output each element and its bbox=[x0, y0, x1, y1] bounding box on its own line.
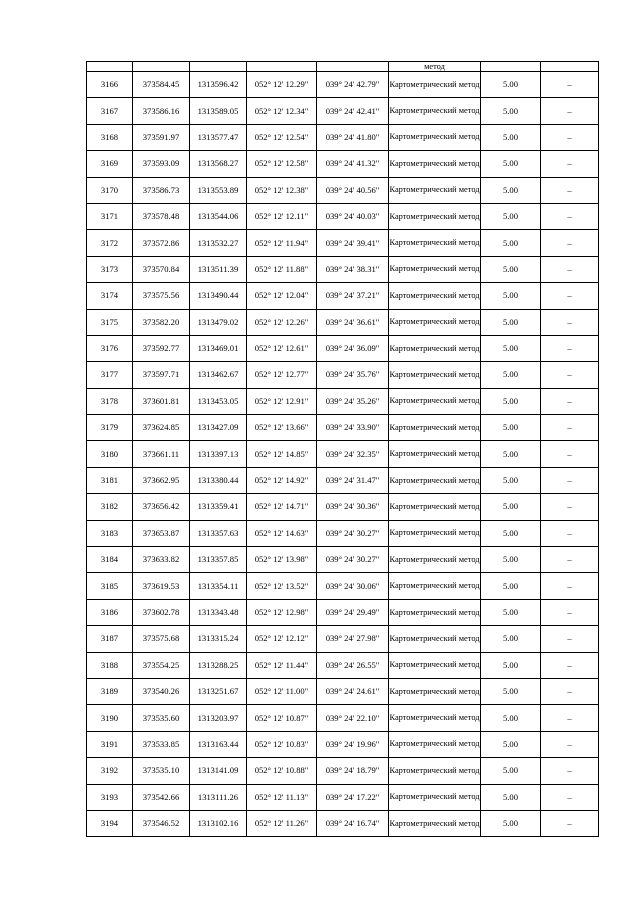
table-row bbox=[87, 335, 599, 361]
description-cell: – bbox=[541, 573, 599, 599]
table-row bbox=[87, 441, 599, 467]
accuracy-cell: 5.00 bbox=[481, 230, 541, 256]
table-row bbox=[87, 731, 599, 757]
x-coordinate-cell: 373586.16 bbox=[133, 98, 190, 124]
table-row bbox=[87, 230, 599, 256]
accuracy-cell: 5.00 bbox=[481, 309, 541, 335]
method-cell: Картометрический метод bbox=[389, 705, 481, 731]
y-coordinate-cell bbox=[190, 62, 247, 72]
table-row bbox=[87, 626, 599, 652]
x-coordinate-cell: 373582.20 bbox=[133, 309, 190, 335]
x-coordinate-cell: 373578.48 bbox=[133, 203, 190, 229]
longitude-cell: 039° 24' 30.27" bbox=[317, 520, 389, 546]
method-cell: Картометрический метод bbox=[389, 124, 481, 150]
method-cell: Картометрический метод bbox=[389, 547, 481, 573]
accuracy-cell: 5.00 bbox=[481, 810, 541, 836]
table-row-partial bbox=[87, 62, 599, 72]
longitude-cell: 039° 24' 33.90" bbox=[317, 415, 389, 441]
longitude-cell: 039° 24' 29.49" bbox=[317, 599, 389, 625]
longitude-cell: 039° 24' 24.61" bbox=[317, 678, 389, 704]
point-number-cell: 3176 bbox=[87, 335, 133, 361]
x-coordinate-cell: 373593.09 bbox=[133, 151, 190, 177]
latitude-cell: 052° 12' 14.63" bbox=[247, 520, 317, 546]
point-number-cell: 3185 bbox=[87, 573, 133, 599]
table-row bbox=[87, 151, 599, 177]
accuracy-cell bbox=[481, 62, 541, 72]
point-number-cell: 3184 bbox=[87, 547, 133, 573]
x-coordinate-cell: 373591.97 bbox=[133, 124, 190, 150]
description-cell: – bbox=[541, 731, 599, 757]
latitude-cell: 052° 12' 12.91" bbox=[247, 388, 317, 414]
y-coordinate-cell: 1313354.11 bbox=[190, 573, 247, 599]
table-row bbox=[87, 810, 599, 836]
longitude-cell: 039° 24' 42.79" bbox=[317, 72, 389, 98]
description-cell: – bbox=[541, 388, 599, 414]
description-cell: – bbox=[541, 520, 599, 546]
point-number-cell: 3189 bbox=[87, 678, 133, 704]
method-cell: Картометрический метод bbox=[389, 151, 481, 177]
x-coordinate-cell: 373546.52 bbox=[133, 810, 190, 836]
accuracy-cell: 5.00 bbox=[481, 256, 541, 282]
method-cell: Картометрический метод bbox=[389, 441, 481, 467]
method-cell: Картометрический метод bbox=[389, 309, 481, 335]
latitude-cell: 052° 12' 12.61" bbox=[247, 335, 317, 361]
latitude-cell: 052° 12' 12.38" bbox=[247, 177, 317, 203]
y-coordinate-cell: 1313251.67 bbox=[190, 678, 247, 704]
y-coordinate-cell: 1313203.97 bbox=[190, 705, 247, 731]
table-row bbox=[87, 705, 599, 731]
point-number-cell: 3168 bbox=[87, 124, 133, 150]
y-coordinate-cell: 1313357.63 bbox=[190, 520, 247, 546]
table-row bbox=[87, 467, 599, 493]
longitude-cell: 039° 24' 36.61" bbox=[317, 309, 389, 335]
accuracy-cell: 5.00 bbox=[481, 573, 541, 599]
description-cell: – bbox=[541, 362, 599, 388]
description-cell: – bbox=[541, 203, 599, 229]
description-cell: – bbox=[541, 177, 599, 203]
method-cell: Картометрический метод bbox=[389, 494, 481, 520]
y-coordinate-cell: 1313357.85 bbox=[190, 547, 247, 573]
latitude-cell: 052° 12' 12.34" bbox=[247, 98, 317, 124]
table-row bbox=[87, 758, 599, 784]
method-cell: Картометрический метод bbox=[389, 678, 481, 704]
latitude-cell: 052° 12' 12.58" bbox=[247, 151, 317, 177]
method-cell: Картометрический метод bbox=[389, 362, 481, 388]
x-coordinate-cell: 373653.87 bbox=[133, 520, 190, 546]
method-cell: Картометрический метод bbox=[389, 467, 481, 493]
longitude-cell: 039° 24' 30.36" bbox=[317, 494, 389, 520]
table-row bbox=[87, 599, 599, 625]
description-cell: – bbox=[541, 151, 599, 177]
y-coordinate-cell: 1313163.44 bbox=[190, 731, 247, 757]
y-coordinate-cell: 1313380.44 bbox=[190, 467, 247, 493]
description-cell: – bbox=[541, 626, 599, 652]
latitude-cell: 052° 12' 11.94" bbox=[247, 230, 317, 256]
table-row bbox=[87, 494, 599, 520]
x-coordinate-cell: 373624.85 bbox=[133, 415, 190, 441]
description-cell: – bbox=[541, 494, 599, 520]
description-cell: – bbox=[541, 810, 599, 836]
method-cell: Картометрический метод bbox=[389, 731, 481, 757]
latitude-cell: 052° 12' 14.71" bbox=[247, 494, 317, 520]
y-coordinate-cell: 1313568.27 bbox=[190, 151, 247, 177]
latitude-cell: 052° 12' 11.88" bbox=[247, 256, 317, 282]
x-coordinate-cell: 373597.71 bbox=[133, 362, 190, 388]
description-cell: – bbox=[541, 678, 599, 704]
y-coordinate-cell: 1313288.25 bbox=[190, 652, 247, 678]
description-cell: – bbox=[541, 415, 599, 441]
accuracy-cell: 5.00 bbox=[481, 441, 541, 467]
point-number-cell bbox=[87, 62, 133, 72]
accuracy-cell: 5.00 bbox=[481, 124, 541, 150]
longitude-cell: 039° 24' 31.47" bbox=[317, 467, 389, 493]
latitude-cell: 052° 12' 13.66" bbox=[247, 415, 317, 441]
x-coordinate-cell: 373575.68 bbox=[133, 626, 190, 652]
point-number-cell: 3190 bbox=[87, 705, 133, 731]
x-coordinate-cell: 373584.45 bbox=[133, 72, 190, 98]
point-number-cell: 3191 bbox=[87, 731, 133, 757]
longitude-cell: 039° 24' 41.80" bbox=[317, 124, 389, 150]
accuracy-cell: 5.00 bbox=[481, 335, 541, 361]
x-coordinate-cell: 373586.73 bbox=[133, 177, 190, 203]
method-cell: Картометрический метод bbox=[389, 758, 481, 784]
table-row bbox=[87, 547, 599, 573]
method-cell: Картометрический метод bbox=[389, 72, 481, 98]
longitude-cell: 039° 24' 32.35" bbox=[317, 441, 389, 467]
y-coordinate-cell: 1313453.05 bbox=[190, 388, 247, 414]
method-cell: Картометрический метод bbox=[389, 230, 481, 256]
table-row bbox=[87, 388, 599, 414]
table-row bbox=[87, 203, 599, 229]
point-number-cell: 3188 bbox=[87, 652, 133, 678]
latitude-cell: 052° 12' 12.29" bbox=[247, 72, 317, 98]
method-cell: Картометрический метод bbox=[389, 784, 481, 810]
point-number-cell: 3178 bbox=[87, 388, 133, 414]
latitude-cell: 052° 12' 10.88" bbox=[247, 758, 317, 784]
y-coordinate-cell: 1313577.47 bbox=[190, 124, 247, 150]
y-coordinate-cell: 1313511.39 bbox=[190, 256, 247, 282]
y-coordinate-cell: 1313544.06 bbox=[190, 203, 247, 229]
point-number-cell: 3177 bbox=[87, 362, 133, 388]
point-number-cell: 3180 bbox=[87, 441, 133, 467]
longitude-cell: 039° 24' 37.21" bbox=[317, 283, 389, 309]
x-coordinate-cell: 373535.60 bbox=[133, 705, 190, 731]
point-number-cell: 3183 bbox=[87, 520, 133, 546]
method-cell: метод bbox=[389, 62, 481, 72]
x-coordinate-cell: 373601.81 bbox=[133, 388, 190, 414]
description-cell: – bbox=[541, 124, 599, 150]
x-coordinate-cell: 373619.53 bbox=[133, 573, 190, 599]
point-number-cell: 3172 bbox=[87, 230, 133, 256]
latitude-cell: 052° 12' 12.11" bbox=[247, 203, 317, 229]
description-cell: – bbox=[541, 256, 599, 282]
x-coordinate-cell: 373533.85 bbox=[133, 731, 190, 757]
y-coordinate-cell: 1313490.44 bbox=[190, 283, 247, 309]
x-coordinate-cell: 373661.11 bbox=[133, 441, 190, 467]
y-coordinate-cell: 1313462.67 bbox=[190, 362, 247, 388]
point-number-cell: 3174 bbox=[87, 283, 133, 309]
description-cell: – bbox=[541, 599, 599, 625]
accuracy-cell: 5.00 bbox=[481, 388, 541, 414]
latitude-cell: 052° 12' 11.26" bbox=[247, 810, 317, 836]
method-cell: Картометрический метод bbox=[389, 415, 481, 441]
accuracy-cell: 5.00 bbox=[481, 599, 541, 625]
latitude-cell: 052° 12' 13.52" bbox=[247, 573, 317, 599]
description-cell: – bbox=[541, 441, 599, 467]
longitude-cell: 039° 24' 40.03" bbox=[317, 203, 389, 229]
y-coordinate-cell: 1313111.26 bbox=[190, 784, 247, 810]
latitude-cell: 052° 12' 12.12" bbox=[247, 626, 317, 652]
latitude-cell: 052° 12' 12.77" bbox=[247, 362, 317, 388]
y-coordinate-cell: 1313589.05 bbox=[190, 98, 247, 124]
table-row bbox=[87, 256, 599, 282]
longitude-cell: 039° 24' 39.41" bbox=[317, 230, 389, 256]
description-cell: – bbox=[541, 335, 599, 361]
point-number-cell: 3181 bbox=[87, 467, 133, 493]
y-coordinate-cell: 1313532.27 bbox=[190, 230, 247, 256]
latitude-cell: 052° 12' 14.85" bbox=[247, 441, 317, 467]
point-number-cell: 3182 bbox=[87, 494, 133, 520]
longitude-cell: 039° 24' 16.74" bbox=[317, 810, 389, 836]
latitude-cell: 052° 12' 13.98" bbox=[247, 547, 317, 573]
accuracy-cell: 5.00 bbox=[481, 547, 541, 573]
y-coordinate-cell: 1313479.02 bbox=[190, 309, 247, 335]
point-number-cell: 3179 bbox=[87, 415, 133, 441]
method-cell: Картометрический метод bbox=[389, 810, 481, 836]
x-coordinate-cell: 373535.10 bbox=[133, 758, 190, 784]
longitude-cell: 039° 24' 18.79" bbox=[317, 758, 389, 784]
method-cell: Картометрический метод bbox=[389, 573, 481, 599]
longitude-cell: 039° 24' 36.09" bbox=[317, 335, 389, 361]
method-cell: Картометрический метод bbox=[389, 652, 481, 678]
point-number-cell: 3186 bbox=[87, 599, 133, 625]
x-coordinate-cell: 373542.66 bbox=[133, 784, 190, 810]
latitude-cell: 052° 12' 12.54" bbox=[247, 124, 317, 150]
point-number-cell: 3171 bbox=[87, 203, 133, 229]
accuracy-cell: 5.00 bbox=[481, 72, 541, 98]
description-cell bbox=[541, 62, 599, 72]
coordinates-table bbox=[86, 61, 599, 837]
y-coordinate-cell: 1313343.48 bbox=[190, 599, 247, 625]
latitude-cell bbox=[247, 62, 317, 72]
method-cell: Картометрический метод bbox=[389, 388, 481, 414]
latitude-cell: 052° 12' 10.87" bbox=[247, 705, 317, 731]
table-row bbox=[87, 652, 599, 678]
point-number-cell: 3193 bbox=[87, 784, 133, 810]
point-number-cell: 3187 bbox=[87, 626, 133, 652]
table-row bbox=[87, 177, 599, 203]
description-cell: – bbox=[541, 705, 599, 731]
x-coordinate-cell: 373575.56 bbox=[133, 283, 190, 309]
longitude-cell: 039° 24' 42.41" bbox=[317, 98, 389, 124]
accuracy-cell: 5.00 bbox=[481, 784, 541, 810]
longitude-cell: 039° 24' 30.06" bbox=[317, 573, 389, 599]
latitude-cell: 052° 12' 10.83" bbox=[247, 731, 317, 757]
accuracy-cell: 5.00 bbox=[481, 283, 541, 309]
latitude-cell: 052° 12' 14.92" bbox=[247, 467, 317, 493]
description-cell: – bbox=[541, 652, 599, 678]
y-coordinate-cell: 1313397.13 bbox=[190, 441, 247, 467]
x-coordinate-cell: 373570.84 bbox=[133, 256, 190, 282]
method-cell: Картометрический метод bbox=[389, 256, 481, 282]
accuracy-cell: 5.00 bbox=[481, 203, 541, 229]
latitude-cell: 052° 12' 12.04" bbox=[247, 283, 317, 309]
longitude-cell: 039° 24' 40.56" bbox=[317, 177, 389, 203]
method-cell: Картометрический метод bbox=[389, 335, 481, 361]
point-number-cell: 3167 bbox=[87, 98, 133, 124]
x-coordinate-cell: 373572.86 bbox=[133, 230, 190, 256]
point-number-cell: 3169 bbox=[87, 151, 133, 177]
table-row bbox=[87, 573, 599, 599]
table-row bbox=[87, 309, 599, 335]
description-cell: – bbox=[541, 758, 599, 784]
longitude-cell: 039° 24' 19.96" bbox=[317, 731, 389, 757]
point-number-cell: 3166 bbox=[87, 72, 133, 98]
longitude-cell: 039° 24' 41.32" bbox=[317, 151, 389, 177]
y-coordinate-cell: 1313141.09 bbox=[190, 758, 247, 784]
table-row bbox=[87, 362, 599, 388]
latitude-cell: 052° 12' 11.44" bbox=[247, 652, 317, 678]
table-row bbox=[87, 415, 599, 441]
longitude-cell: 039° 24' 35.26" bbox=[317, 388, 389, 414]
x-coordinate-cell: 373554.25 bbox=[133, 652, 190, 678]
y-coordinate-cell: 1313553.89 bbox=[190, 177, 247, 203]
accuracy-cell: 5.00 bbox=[481, 520, 541, 546]
table-row bbox=[87, 283, 599, 309]
y-coordinate-cell: 1313596.42 bbox=[190, 72, 247, 98]
longitude-cell: 039° 24' 38.31" bbox=[317, 256, 389, 282]
longitude-cell bbox=[317, 62, 389, 72]
accuracy-cell: 5.00 bbox=[481, 626, 541, 652]
latitude-cell: 052° 12' 12.26" bbox=[247, 309, 317, 335]
latitude-cell: 052° 12' 12.98" bbox=[247, 599, 317, 625]
y-coordinate-cell: 1313359.41 bbox=[190, 494, 247, 520]
longitude-cell: 039° 24' 30.27" bbox=[317, 547, 389, 573]
x-coordinate-cell bbox=[133, 62, 190, 72]
description-cell: – bbox=[541, 309, 599, 335]
accuracy-cell: 5.00 bbox=[481, 151, 541, 177]
description-cell: – bbox=[541, 547, 599, 573]
accuracy-cell: 5.00 bbox=[481, 705, 541, 731]
accuracy-cell: 5.00 bbox=[481, 758, 541, 784]
method-cell: Картометрический метод bbox=[389, 98, 481, 124]
accuracy-cell: 5.00 bbox=[481, 415, 541, 441]
point-number-cell: 3192 bbox=[87, 758, 133, 784]
longitude-cell: 039° 24' 22.10" bbox=[317, 705, 389, 731]
x-coordinate-cell: 373633.82 bbox=[133, 547, 190, 573]
latitude-cell: 052° 12' 11.13" bbox=[247, 784, 317, 810]
method-cell: Картометрический метод bbox=[389, 283, 481, 309]
method-cell: Картометрический метод bbox=[389, 520, 481, 546]
point-number-cell: 3194 bbox=[87, 810, 133, 836]
accuracy-cell: 5.00 bbox=[481, 362, 541, 388]
point-number-cell: 3170 bbox=[87, 177, 133, 203]
accuracy-cell: 5.00 bbox=[481, 98, 541, 124]
method-cell: Картометрический метод bbox=[389, 177, 481, 203]
description-cell: – bbox=[541, 98, 599, 124]
y-coordinate-cell: 1313469.01 bbox=[190, 335, 247, 361]
x-coordinate-cell: 373540.26 bbox=[133, 678, 190, 704]
accuracy-cell: 5.00 bbox=[481, 467, 541, 493]
accuracy-cell: 5.00 bbox=[481, 177, 541, 203]
point-number-cell: 3175 bbox=[87, 309, 133, 335]
y-coordinate-cell: 1313102.16 bbox=[190, 810, 247, 836]
longitude-cell: 039° 24' 26.55" bbox=[317, 652, 389, 678]
table-row bbox=[87, 784, 599, 810]
method-cell: Картометрический метод bbox=[389, 203, 481, 229]
method-cell: Картометрический метод bbox=[389, 599, 481, 625]
accuracy-cell: 5.00 bbox=[481, 494, 541, 520]
point-number-cell: 3173 bbox=[87, 256, 133, 282]
latitude-cell: 052° 12' 11.00" bbox=[247, 678, 317, 704]
table-row bbox=[87, 124, 599, 150]
description-cell: – bbox=[541, 283, 599, 309]
x-coordinate-cell: 373602.78 bbox=[133, 599, 190, 625]
description-cell: – bbox=[541, 784, 599, 810]
longitude-cell: 039° 24' 35.76" bbox=[317, 362, 389, 388]
x-coordinate-cell: 373656.42 bbox=[133, 494, 190, 520]
table-row bbox=[87, 520, 599, 546]
method-cell: Картометрический метод bbox=[389, 626, 481, 652]
x-coordinate-cell: 373662.95 bbox=[133, 467, 190, 493]
accuracy-cell: 5.00 bbox=[481, 731, 541, 757]
description-cell: – bbox=[541, 72, 599, 98]
y-coordinate-cell: 1313427.09 bbox=[190, 415, 247, 441]
table-row bbox=[87, 98, 599, 124]
longitude-cell: 039° 24' 27.98" bbox=[317, 626, 389, 652]
longitude-cell: 039° 24' 17.22" bbox=[317, 784, 389, 810]
description-cell: – bbox=[541, 230, 599, 256]
accuracy-cell: 5.00 bbox=[481, 678, 541, 704]
table-row bbox=[87, 72, 599, 98]
table-row bbox=[87, 678, 599, 704]
y-coordinate-cell: 1313315.24 bbox=[190, 626, 247, 652]
x-coordinate-cell: 373592.77 bbox=[133, 335, 190, 361]
accuracy-cell: 5.00 bbox=[481, 652, 541, 678]
description-cell: – bbox=[541, 467, 599, 493]
